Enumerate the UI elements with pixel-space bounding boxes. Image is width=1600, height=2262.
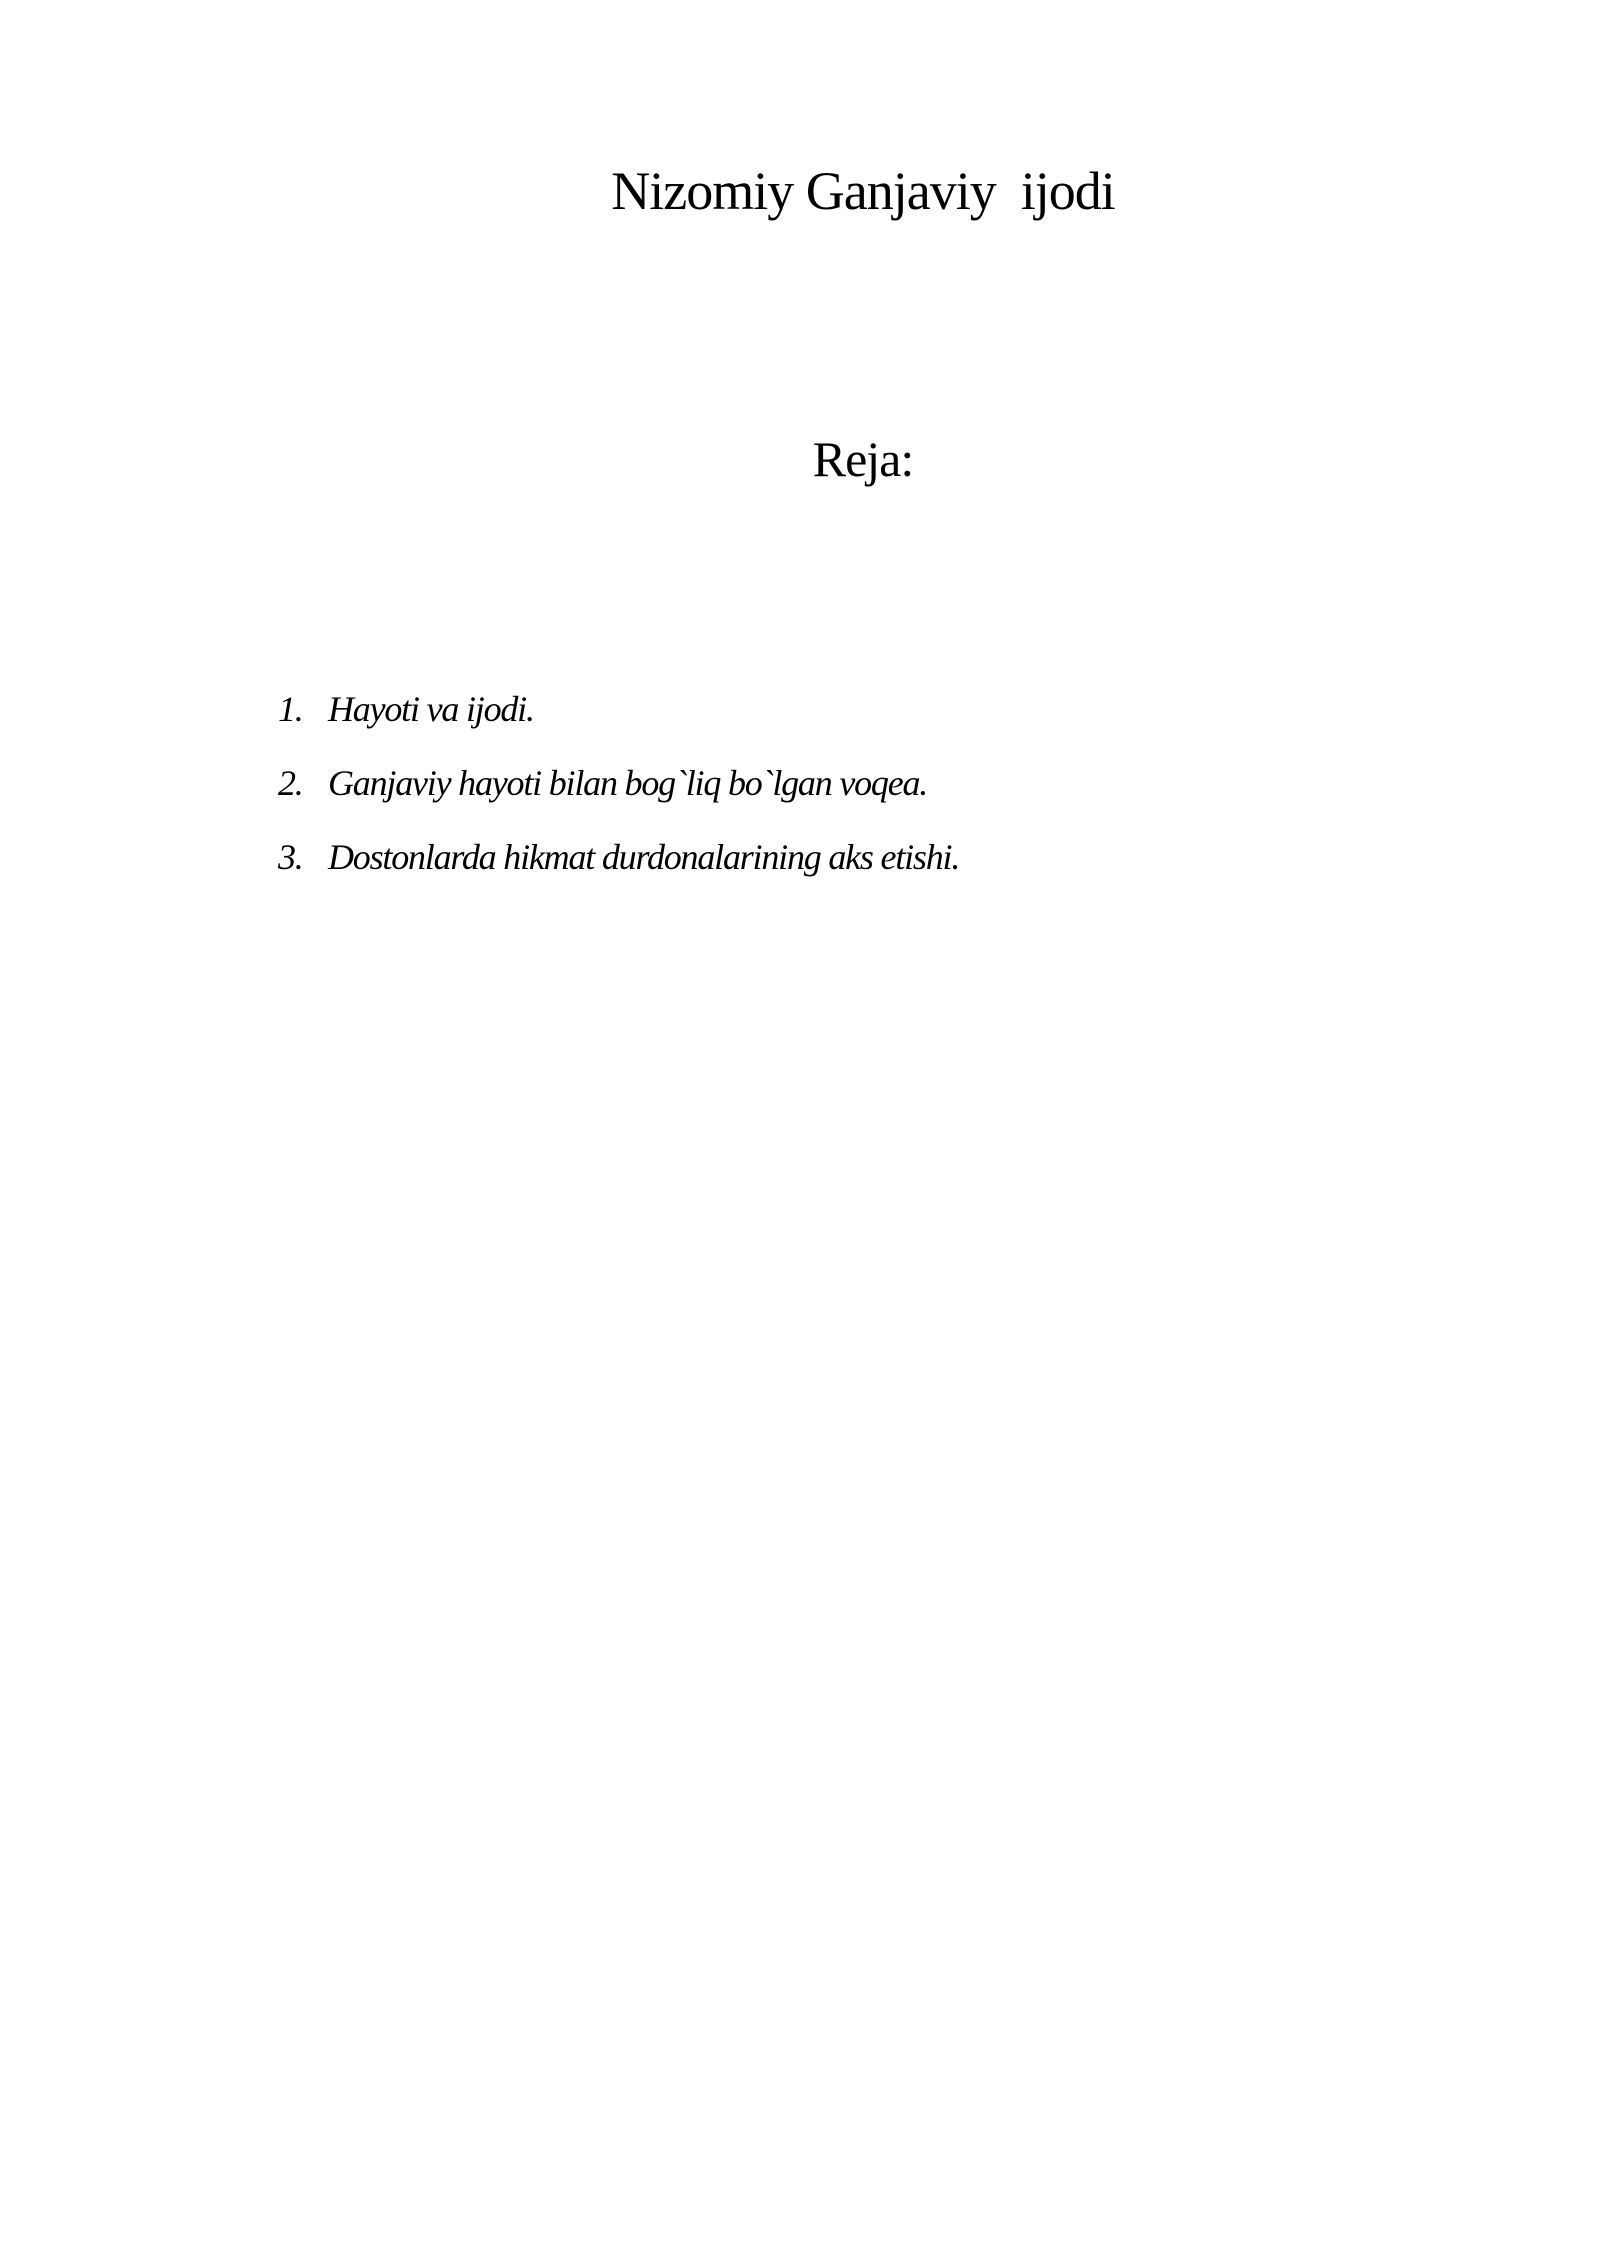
list-item-text: Hayoti va ijodi. — [328, 689, 534, 729]
list-item-text: Dostonlarda hikmat durdonalarining aks etishi. — [328, 837, 960, 877]
list-item — [278, 684, 959, 758]
list-item-text: Ganjaviy hayoti bilan bog`liq bo`lgan voqea. — [328, 763, 928, 803]
list-item — [278, 758, 959, 832]
page-title: Nizomiy Ganjaviy ijodi — [611, 161, 1115, 221]
list-item-number: 2. — [278, 763, 303, 803]
plan-heading: Reja: — [812, 431, 914, 487]
list-item-number: 1. — [278, 689, 303, 729]
plan-list — [278, 684, 959, 906]
list-item — [278, 832, 959, 906]
list-item-number: 3. — [278, 837, 303, 877]
